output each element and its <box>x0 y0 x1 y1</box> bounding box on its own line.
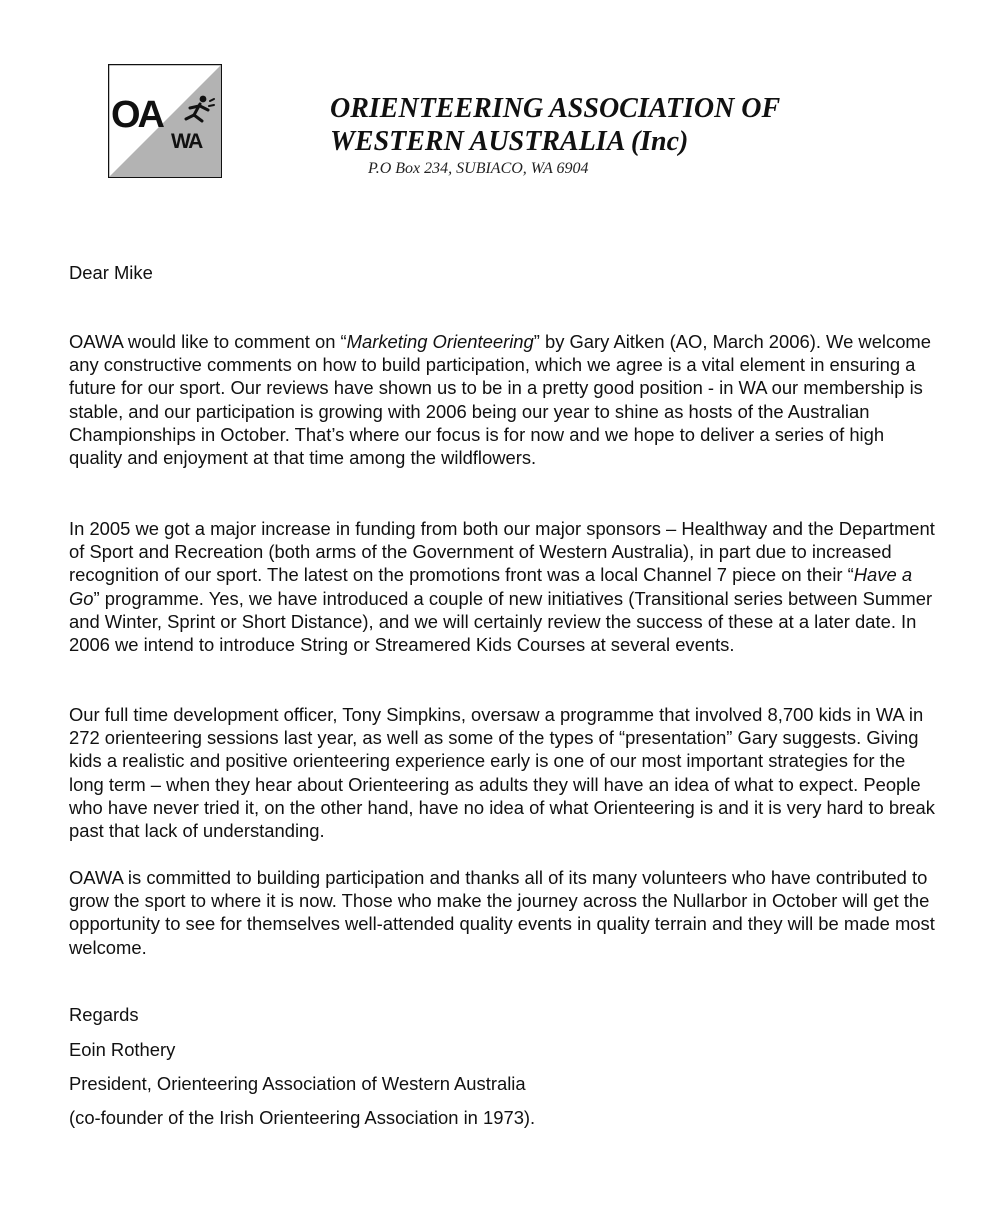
oawa-logo <box>108 64 222 178</box>
signer-title: President, Orienteering Association of Western Australia <box>69 1073 526 1094</box>
org-address: P.O Box 234, SUBIACO, WA 6904 <box>368 160 589 177</box>
paragraph-3-text: Our full time development officer, Tony Simpkins, oversaw a programme that involved 8,700 kids in WA in 272 orienteering sessions last year, as well as some of the types of “presentation” Gary suggests. Giving kids a realistic and positive orienteering experience early is one of our most important strategies for the long term – when they hear about Orienteering as adults they will have an idea of what to expect. People who have never tried it, on the other hand, have no idea of what Orienteering is and it is very hard to break past that lack of understanding. <box>69 704 935 842</box>
paragraph-4-text: OAWA is committed to building participation and thanks all of its many volunteers who have contributed to grow the sport to where it is now. Those who make the journey across the Nullarbor in October will get the opportunity to see for themselves well-attended quality events in quality terrain and they will be made most welcome. <box>69 867 935 958</box>
logo-wa-text: WA <box>171 130 202 153</box>
logo-oa-text: OA <box>111 94 162 136</box>
salutation: Dear Mike <box>69 262 153 283</box>
signer-note: (co-founder of the Irish Orienteering Association in 1973). <box>69 1107 536 1128</box>
paragraph-1 <box>69 330 939 469</box>
org-name-line1: ORIENTEERING ASSOCIATION OF <box>330 93 781 124</box>
org-name-line2: WESTERN AUSTRALIA (Inc) <box>330 126 689 157</box>
paragraph-4 <box>69 866 939 959</box>
letterhead-title <box>330 92 780 158</box>
paragraph-1-text-end: ” by Gary Aitken (AO, March 2006). We welcome any constructive comments on how to build participation, which we agree is a vital element in ensuring a future for our sport. Our reviews have shown us to be in a pretty good position - in WA our membership is stable, and our participation is growing with 2006 being our year to shine as hosts of the Australian Championships in October. That’s where our focus is for now and we hope to deliver a series of high quality and enjoyment at that time among the wildflowers. <box>69 331 931 469</box>
signer-name: Eoin Rothery <box>69 1039 176 1060</box>
paragraph-3 <box>69 703 939 842</box>
paragraph-2 <box>69 517 939 656</box>
article-title: Marketing Orienteering <box>346 331 534 352</box>
paragraph-2-text-start: In 2005 we got a major increase in funding from both our major sponsors – Healthway and the Department of Sport and Recreation (both arms of the Government of Western Australia), in part due to increased recognition of our sport. The latest on the promotions front was a local Channel 7 piece on their “ <box>69 518 935 586</box>
closing-regards: Regards <box>69 1004 139 1025</box>
paragraph-1-text-start: OAWA would like to comment on “ <box>69 331 347 352</box>
paragraph-2-text-end: ” programme. Yes, we have introduced a couple of new initiatives (Transitional series between Summer and Winter, Sprint or Short Distance), and we will certainly review the success of these at a later date. In 2006 we intend to introduce String or Streamered Kids Courses at several events. <box>69 587 933 656</box>
programme-title: Have a Go <box>69 564 913 609</box>
